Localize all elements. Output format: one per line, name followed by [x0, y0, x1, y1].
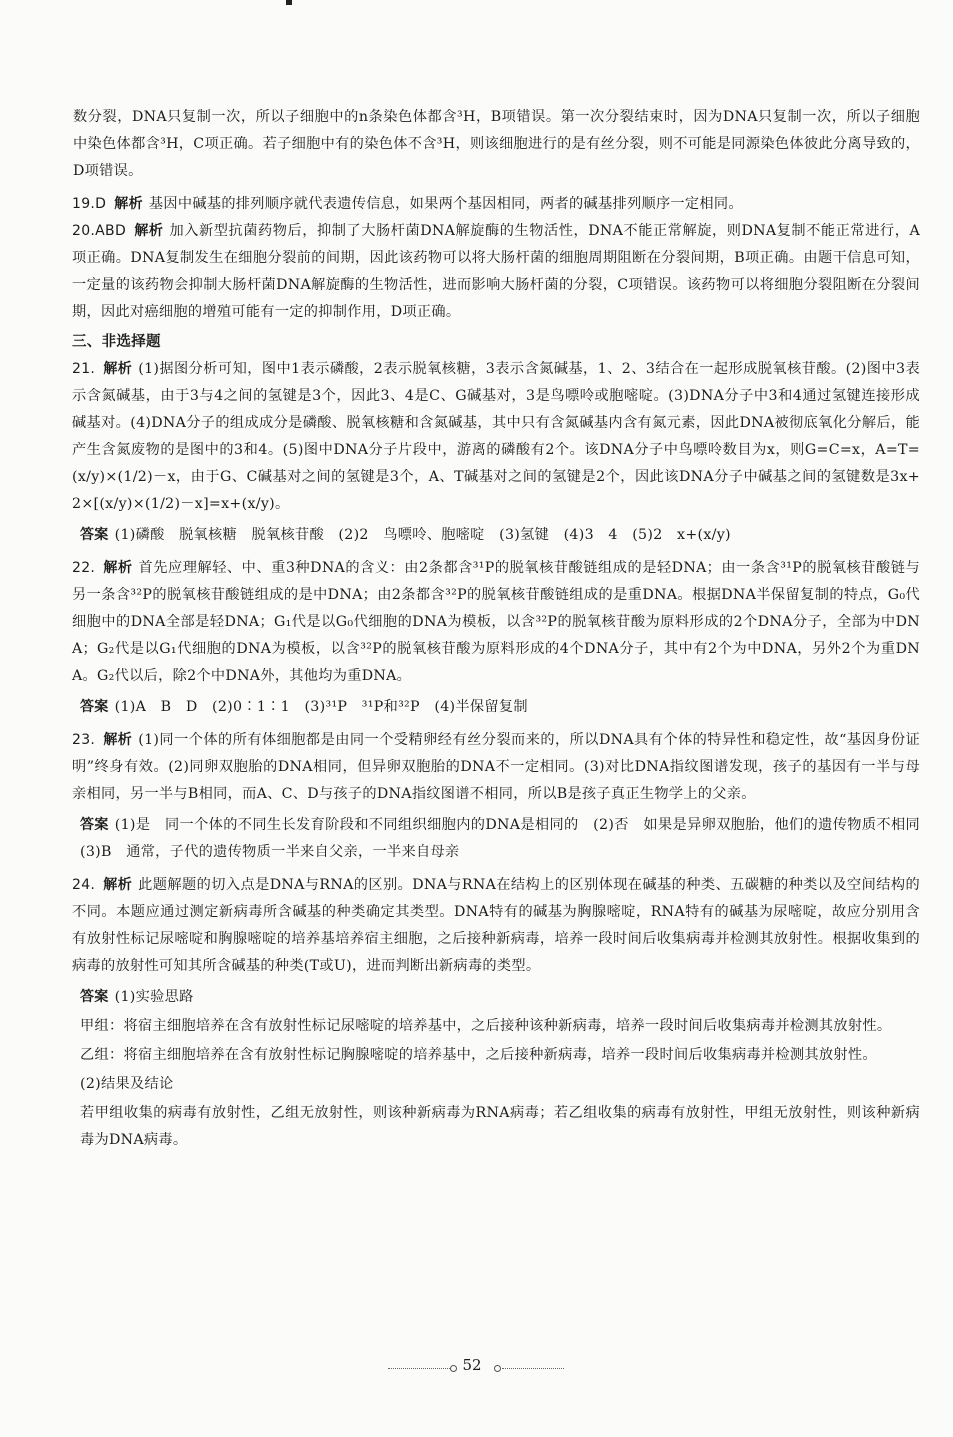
page-footer: [0, 1356, 953, 1380]
question-20: [72, 218, 920, 326]
answer-text: (1)A B D (2)0∶1∶1 (3)³¹P ³¹P和³²P (4)半保留复制: [114, 699, 528, 715]
footer-dot-right: [494, 1365, 501, 1372]
answer-23: [72, 812, 935, 866]
question-number: 19.: [72, 196, 96, 212]
footer-ornament-right: [502, 1368, 564, 1369]
section-title: 三、非选择题: [72, 334, 161, 350]
answer-label: 答案: [80, 527, 109, 543]
question-21: [72, 356, 920, 518]
answer-text: (1)是 同一个体的不同生长发育阶段和不同组织细胞内的DNA是相同的 (2)否 如果是异卵双胞胎，他们的遗传物质不相同 (3)B 通常，子代的遗传物质一半来自父亲，一半来自母亲: [80, 817, 935, 860]
answer-label: 答案: [80, 817, 109, 833]
inline-answer: D: [95, 196, 107, 212]
question-number: 23.: [72, 732, 96, 748]
answer-label: 答案: [80, 989, 109, 1005]
analysis-label: 解析: [114, 196, 143, 212]
inline-answer: ABD: [95, 223, 127, 239]
answer-label: 答案: [80, 699, 109, 715]
analysis-label: 解析: [103, 732, 133, 748]
answer-22: [72, 694, 920, 721]
analysis-label: 解析: [103, 560, 133, 576]
footer-ornament-left: [388, 1368, 450, 1369]
answer-24-line-4: 若甲组收集的病毒有放射性，乙组无放射性，则该种新病毒为RNA病毒；若乙组收集的病毒有放射性，甲组无放射性，则该种新病毒为DNA病毒。: [80, 1105, 920, 1148]
continuation-paragraph: 数分裂，DNA只复制一次，所以子细胞中的n条染色体都含³H，B项错误。第一次分裂结束时，因为DNA只复制一次，所以子细胞中染色体都含³H，C项正确。若子细胞中有的染色体不含³H，则该细胞进行的是有丝分裂，则不可能是同源染色体彼此分离导致的，D项错误。: [73, 109, 920, 179]
page-number: 52: [462, 1356, 482, 1374]
answer-text: (1)磷酸 脱氧核糖 脱氧核苷酸 (2)2 鸟嘌呤、胞嘧啶 (3)氢键 (4)3 4 (5)2 x+(x/y): [114, 527, 731, 543]
analysis-label: 解析: [103, 361, 133, 377]
answer-24-line-2: 乙组：将宿主细胞培养在含有放射性标记胸腺嘧啶的培养基中，之后接种新病毒，培养一段时间后收集病毒并检测其放射性。: [80, 1047, 877, 1063]
analysis-text: 基因中碱基的排列顺序就代表遗传信息，如果两个基因相同，两者的碱基排列顺序一定相同。: [148, 196, 743, 212]
answer-21: [72, 522, 920, 549]
question-22: [72, 555, 920, 690]
analysis-text: (1)同一个体的所有体细胞都是由同一个受精卵经有丝分裂而来的，所以DNA具有个体的特异性和稳定性，故“基因身份证明”终身有效。(2)同卵双胞胎的DNA相同，但异卵双胞胎的DNA不一定相同。(3)对比DNA指纹图谱发现，孩子的基因有一半与母亲相同，另一半与B相同，而A、C、D与孩子的DNA指纹图谱不相同，所以B是孩子真正生物学上的父亲。: [72, 732, 920, 802]
analysis-text: 此题解题的切入点是DNA与RNA的区别。DNA与RNA在结构上的区别体现在碱基的种类、五碳糖的种类以及空间结构的不同。本题应通过测定新病毒所含碱基的种类确定其类型。DNA特有的碱基为胸腺嘧啶，RNA特有的碱基为尿嘧啶，故应分别用含有放射性标记尿嘧啶和胸腺嘧啶的培养基培养宿主细胞，之后接种新病毒，培养一段时间后收集病毒并检测其放射性。根据收集到的病毒的放射性可知其所含碱基的种类(T或U)，进而判断出新病毒的类型。: [72, 877, 920, 974]
analysis-text: 加入新型抗菌药物后，抑制了大肠杆菌DNA解旋酶的生物活性，DNA不能正常解旋，则DNA复制不能正常进行，A项正确。DNA复制发生在细胞分裂前的间期，因此该药物可以将大肠杆菌的细胞周期阻断在分裂间期，B项正确。由题干信息可知，一定量的该药物会抑制大肠杆菌DNA解旋酶的生物活性，进而影响大肠杆菌的分裂，C项错误。该药物可以将细胞分裂阻断在分裂间期，因此对癌细胞的增殖可能有一定的抑制作用，D项正确。: [72, 223, 920, 320]
answer-24-line-1: 甲组：将宿主细胞培养在含有放射性标记尿嘧啶的培养基中，之后接种该种新病毒，培养一段时间后收集病毒并检测其放射性。: [80, 1018, 892, 1034]
answer-24: [72, 984, 920, 1011]
question-number: 20.: [72, 223, 96, 239]
answer-text: (1)实验思路: [114, 989, 194, 1005]
analysis-text: 首先应理解轻、中、重3种DNA的含义：由2条都含³¹P的脱氧核苷酸链组成的是轻DNA；由一条含³¹P的脱氧核苷酸链与另一条含³²P的脱氧核苷酸链组成的是中DNA；由2条都含³²P的脱氧核苷酸链组成的是重DNA。根据DNA半保留复制的特点，G₀代细胞中的DNA全部是轻DNA；G₁代是以G₀代细胞的DNA为模板，以含³²P的脱氧核苷酸为原料形成的2个DNA分子，全部为中DNA；G₂代是以G₁代细胞的DNA为模板，以含³²P的脱氧核苷酸为原料形成的4个DNA分子，其中有2个为中DNA，另外2个为重DNA。G₂代以后，除2个中DNA外，其他均为重DNA。: [72, 560, 920, 684]
answer-24-line-3: (2)结果及结论: [80, 1076, 174, 1092]
analysis-text: (1)据图分析可知，图中1表示磷酸，2表示脱氧核糖，3表示含氮碱基，1、2、3结合在一起形成脱氧核苷酸。(2)图中3表示含氮碱基，由于3与4之间的氢键是3个，因此3、4是C、G碱基对，3是鸟嘌呤或胞嘧啶。(3)DNA分子中3和4通过氢键连接形成碱基对。(4)DNA分子的组成成分是磷酸、脱氧核糖和含氮碱基，其中只有含氮碱基内含有氮元素，因此DNA被彻底氧化分解后，能产生含氮废物的是图中的3和4。(5)图中DNA分子片段中，游离的磷酸有2个。该DNA分子中鸟嘌呤数目为x，则G=C=x，A=T=(x/y)×(1/2)－x，由于G、C碱基对之间的氢键是3个，A、T碱基对之间的氢键是2个，因此该DNA分子中碱基之间的氢键数是3x+2×[(x/y)×(1/2)－x]=x+(x/y)。: [72, 361, 920, 512]
answer-content: [72, 104, 935, 1154]
analysis-label: 解析: [103, 877, 133, 893]
question-24: [72, 872, 920, 980]
analysis-label: 解析: [134, 223, 164, 239]
question-23: [72, 727, 920, 808]
question-number: 22.: [72, 560, 96, 576]
question-number: 21.: [72, 361, 96, 377]
question-number: 24.: [72, 877, 96, 893]
question-19: [72, 191, 920, 218]
scan-mark: [286, 0, 292, 5]
